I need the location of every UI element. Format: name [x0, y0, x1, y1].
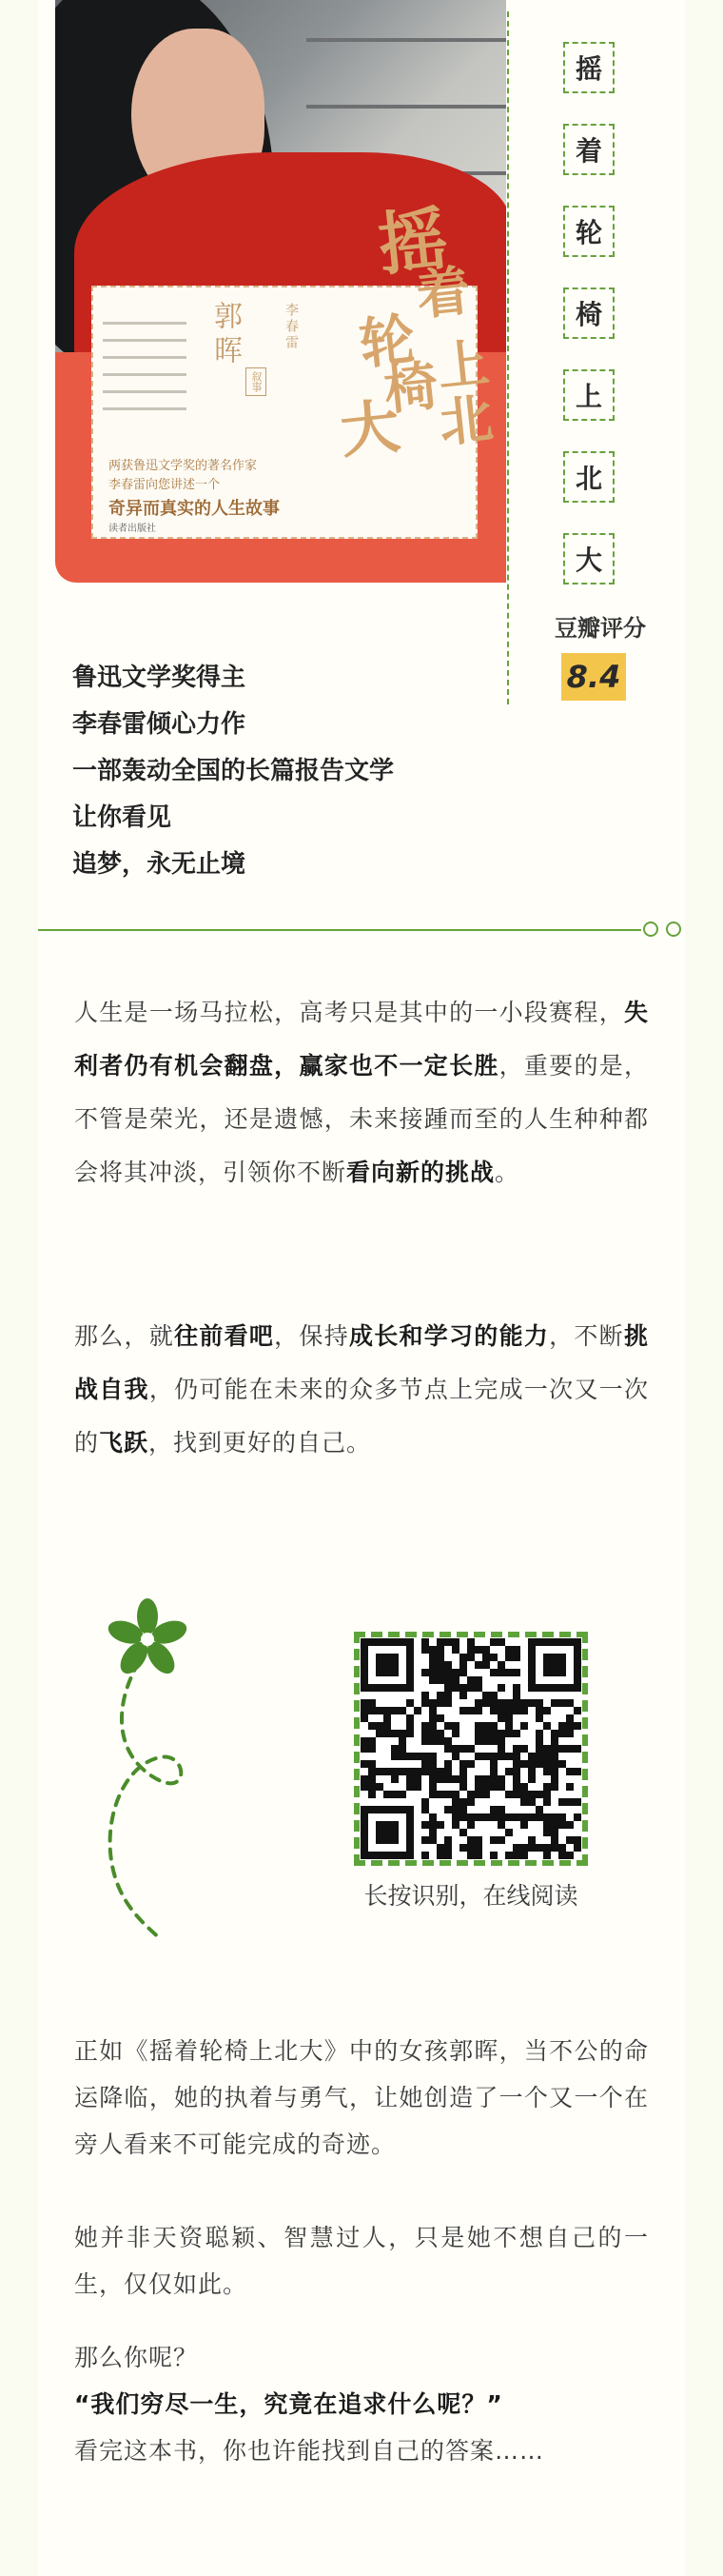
qr-code[interactable] — [354, 1632, 588, 1866]
closing-block — [74, 2334, 649, 2474]
paragraph-marathon: 人生是一场马拉松，高考只是其中的一小段赛程，失利者仍有机会翻盘，赢家也不一定长胜，重要的是，不管是荣光，还是遗憾，未来接踵而至的人生种种都会将其冲淡，引领你不断看向新的挑战。 — [74, 999, 649, 1186]
cover-blurb-lines — [103, 322, 186, 425]
paragraph-guo-hui: 正如《摇着轮椅上北大》中的女孩郭晖，当不公的命运降临，她的执着与勇气，让她创造了一个又一个在旁人看来不可能完成的奇迹。 — [74, 2037, 649, 2158]
vertical-title — [563, 42, 622, 615]
intro-line: 鲁迅文学奖得主 — [72, 664, 246, 692]
calligraphy-char: 北 — [436, 386, 497, 455]
intro-line: 让你看见 — [72, 803, 172, 832]
cover-second-author: 李春雷 — [283, 303, 299, 351]
cover-author: 郭晖 — [208, 301, 242, 369]
intro-line: 追梦，永无止境 — [72, 850, 246, 879]
calligraphy-char: 着 — [413, 259, 474, 327]
rating-label: 豆瓣评分 — [555, 615, 646, 642]
calligraphy-char: 椅 — [381, 354, 441, 423]
title-char: 着 — [563, 124, 615, 175]
calligraphy-char: 轮 — [356, 307, 419, 377]
vertical-divider — [507, 11, 509, 704]
cover-publisher: 读者出版社 — [108, 524, 156, 534]
intro-line: 一部轰动全国的长篇报告文学 — [72, 757, 395, 785]
flower-decoration-icon — [95, 1590, 209, 1952]
closing-question: 那么你呢？ — [74, 2344, 199, 2371]
closing-quote: “我们穷尽一生，究竟在追求什么呢？” — [74, 2390, 503, 2418]
cover-desc-line1: 两获鲁迅文学奖的著名作家 — [108, 459, 258, 473]
book-cover-image[interactable] — [55, 0, 506, 583]
intro-block — [72, 655, 394, 888]
rating-badge: 8.4 — [561, 653, 626, 701]
qr-caption: 长按识别，在线阅读 — [363, 1882, 578, 1910]
title-char: 北 — [563, 451, 615, 503]
paragraph-not-gifted: 她并非天资聪颖、智慧过人，只是她不想自己的一生，仅仅如此。 — [74, 2224, 649, 2298]
title-char: 摇 — [563, 42, 615, 93]
cover-author-tag: 叙事 — [245, 367, 266, 396]
closing-answer: 看完这本书，你也许能找到自己的答案…… — [74, 2437, 545, 2465]
intro-line: 李春雷倾心力作 — [72, 710, 246, 739]
title-char: 上 — [563, 369, 615, 421]
calligraphy-char: 大 — [337, 390, 403, 467]
cover-desc-line3: 奇异而真实的人生故事 — [108, 499, 280, 519]
article-card — [38, 0, 685, 2576]
title-char: 椅 — [563, 287, 615, 339]
calligraphy-char: 摇 — [374, 197, 452, 286]
section-divider — [38, 929, 641, 931]
title-char: 轮 — [563, 206, 615, 257]
title-char: 大 — [563, 533, 615, 585]
paragraph-look-forward: 那么，就往前看吧，保持成长和学习的能力，不断挑战自我，仍可能在未来的众多节点上完成一次又一次的飞跃，找到更好的自己。 — [74, 1322, 649, 1456]
calligraphy-char: 上 — [434, 331, 493, 398]
divider-dot-icon — [643, 921, 658, 937]
cover-desc-line2: 李春雷向您讲述一个 — [108, 478, 221, 492]
divider-dot-icon — [666, 921, 681, 937]
